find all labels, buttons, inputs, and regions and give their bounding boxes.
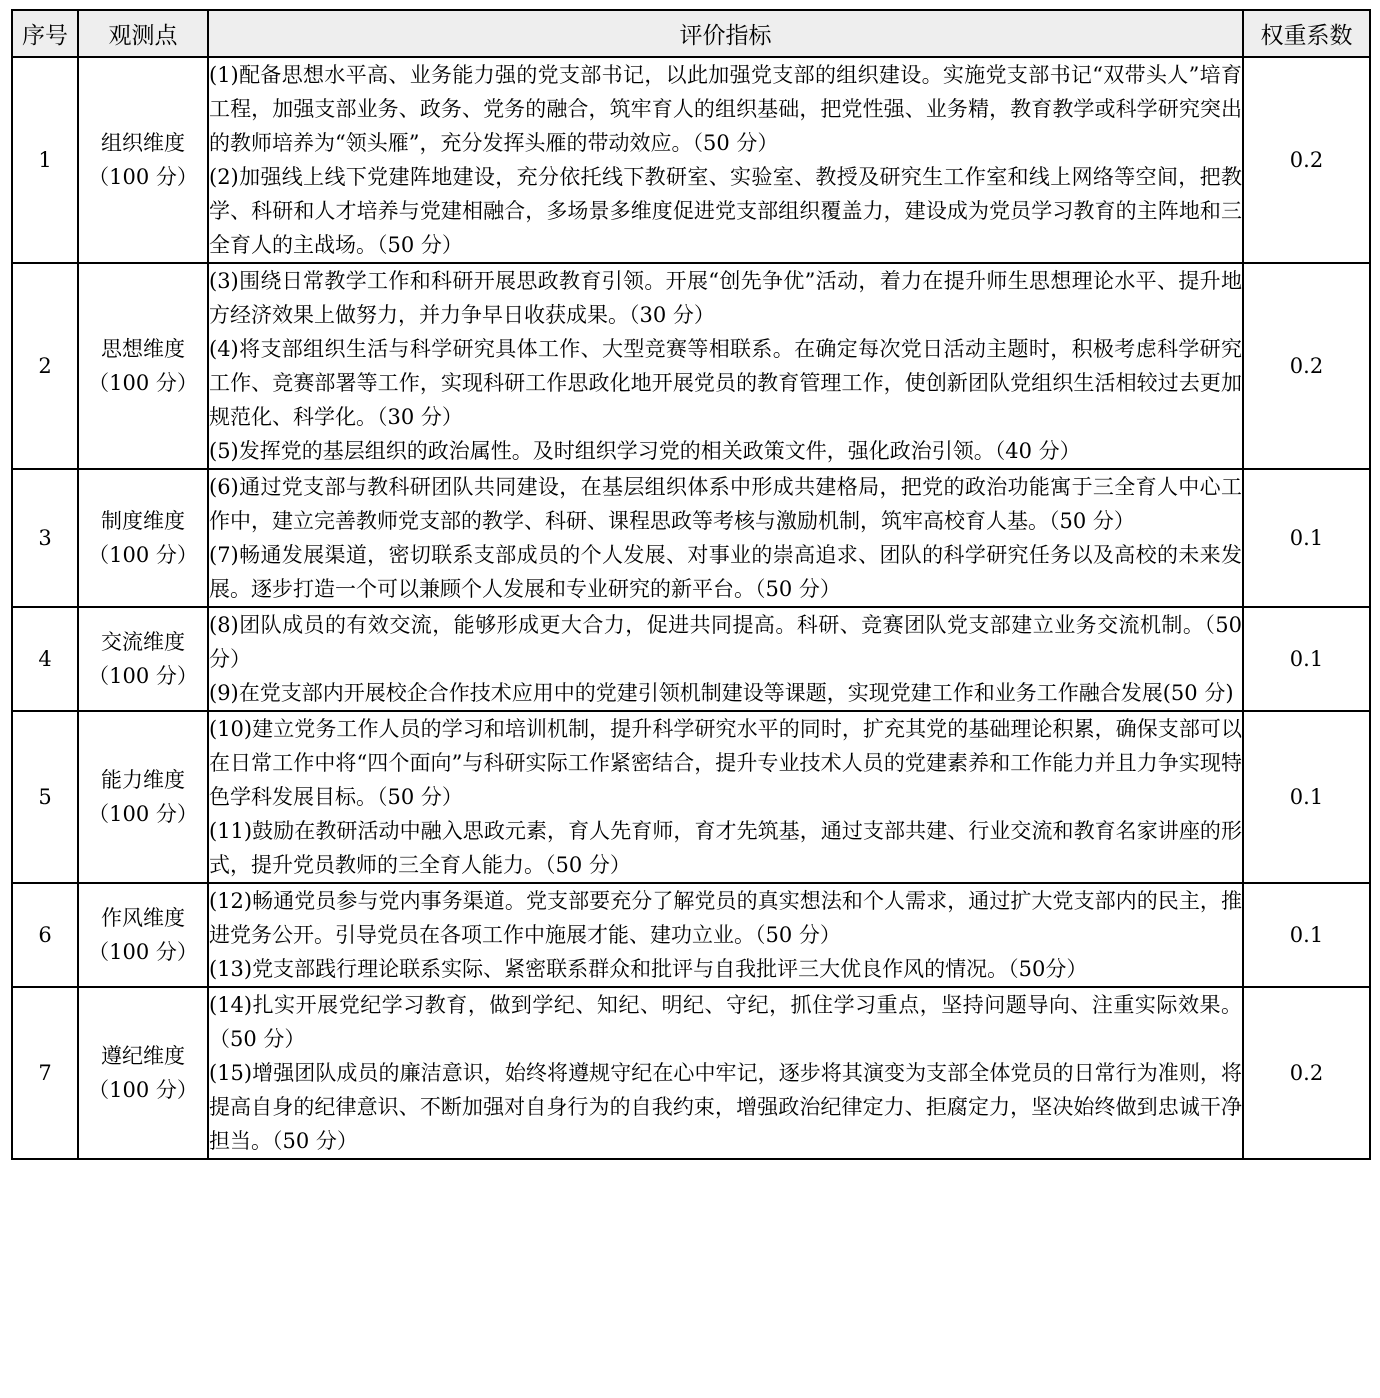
table-row: [12, 263, 1370, 469]
observation-point: [78, 469, 208, 607]
indicator-item: (13)党支部践行理论联系实际、紧密联系群众和批评与自我批评三大优良作风的情况。（50分）: [209, 957, 1088, 981]
weight-coefficient: 0.2: [1243, 987, 1370, 1159]
weight-coefficient: 0.2: [1243, 263, 1370, 469]
observation-point: [78, 987, 208, 1159]
indicator-item: (12)畅通党员参与党内事务渠道。党支部要充分了解党员的真实想法和个人需求，通过扩大党支部内的民主，推进党务公开。引导党员在各项工作中施展才能、建功立业。（50 分）: [209, 889, 1242, 947]
header-no: 序号: [12, 10, 78, 57]
table-row: [12, 883, 1370, 987]
observation-point: [78, 263, 208, 469]
header-indicator: 评价指标: [208, 10, 1243, 57]
dimension-score: （100 分）: [88, 165, 198, 189]
indicator-item: (11)鼓励在教研活动中融入思政元素，育人先育师，育才先筑基，通过支部共建、行业交流和教育名家讲座的形式，提升党员教师的三全育人能力。（50 分）: [209, 819, 1242, 877]
weight-coefficient: 0.1: [1243, 469, 1370, 607]
evaluation-table-container: [11, 9, 1369, 1160]
row-number: 5: [12, 711, 78, 883]
weight-coefficient: 0.1: [1243, 711, 1370, 883]
observation-point: [78, 57, 208, 263]
table-row: [12, 987, 1370, 1159]
dimension-score: （100 分）: [88, 1078, 198, 1102]
weight-coefficient: 0.1: [1243, 883, 1370, 987]
evaluation-table: [11, 9, 1371, 1160]
row-number: 3: [12, 469, 78, 607]
indicator-item: (7)畅通发展渠道，密切联系支部成员的个人发展、对事业的崇高追求、团队的科学研究任务以及高校的未来发展。逐步打造一个可以兼顾个人发展和专业研究的新平台。（50 分）: [209, 543, 1242, 601]
dimension-name: 作风维度: [101, 906, 185, 930]
dimension-name: 能力维度: [101, 768, 185, 792]
indicator-item: (3)围绕日常教学工作和科研开展思政教育引领。开展“创先争优”活动，着力在提升师生思想理论水平、提升地方经济效果上做努力，并力争早日收获成果。（30 分）: [209, 269, 1242, 327]
dimension-score: （100 分）: [88, 940, 198, 964]
evaluation-indicators: [208, 469, 1243, 607]
row-number: 4: [12, 607, 78, 711]
observation-point: [78, 711, 208, 883]
table-row: [12, 607, 1370, 711]
table-row: [12, 711, 1370, 883]
evaluation-indicators: [208, 263, 1243, 469]
observation-point: [78, 883, 208, 987]
indicator-item: (6)通过党支部与教科研团队共同建设，在基层组织体系中形成共建格局，把党的政治功能寓于三全育人中心工作中，建立完善教师党支部的教学、科研、课程思政等考核与激励机制，筑牢高校育人基。（50 分）: [209, 475, 1242, 533]
header-point: 观测点: [78, 10, 208, 57]
observation-point: [78, 607, 208, 711]
dimension-score: （100 分）: [88, 802, 198, 826]
evaluation-indicators: [208, 883, 1243, 987]
indicator-item: (4)将支部组织生活与科学研究具体工作、大型竞赛等相联系。在确定每次党日活动主题时，积极考虑科学研究工作、竞赛部署等工作，实现科研工作思政化地开展党员的教育管理工作，使创新团队党组织生活相较过去更加规范化、科学化。（30 分）: [209, 337, 1242, 429]
evaluation-indicators: [208, 607, 1243, 711]
row-number: 6: [12, 883, 78, 987]
row-number: 2: [12, 263, 78, 469]
indicator-item: (9)在党支部内开展校企合作技术应用中的党建引领机制建设等课题，实现党建工作和业务工作融合发展(50 分): [209, 681, 1234, 705]
dimension-name: 遵纪维度: [101, 1044, 185, 1068]
dimension-score: （100 分）: [88, 543, 198, 567]
indicator-item: (14)扎实开展党纪学习教育，做到学纪、知纪、明纪、守纪，抓住学习重点，坚持问题导向、注重实际效果。（50 分）: [209, 993, 1242, 1051]
indicator-item: (5)发挥党的基层组织的政治属性。及时组织学习党的相关政策文件，强化政治引领。（40 分）: [209, 439, 1081, 463]
header-row: [12, 10, 1370, 57]
dimension-name: 思想维度: [101, 337, 185, 361]
header-weight: 权重系数: [1243, 10, 1370, 57]
indicator-item: (15)增强团队成员的廉洁意识，始终将遵规守纪在心中牢记，逐步将其演变为支部全体党员的日常行为准则，将提高自身的纪律意识、不断加强对自身行为的自我约束，增强政治纪律定力、拒腐定力，坚决始终做到忠诚干净担当。（50 分）: [209, 1061, 1242, 1153]
table-row: [12, 57, 1370, 263]
indicator-item: (10)建立党务工作人员的学习和培训机制，提升科学研究水平的同时，扩充其党的基础理论积累，确保支部可以在日常工作中将“四个面向”与科研实际工作紧密结合，提升专业技术人员的党建素养和工作能力并且力争实现特色学科发展目标。（50 分）: [209, 717, 1242, 809]
indicator-item: (2)加强线上线下党建阵地建设，充分依托线下教研室、实验室、教授及研究生工作室和线上网络等空间，把教学、科研和人才培养与党建相融合，多场景多维度促进党支部组织覆盖力，建设成为党员学习教育的主阵地和三全育人的主战场。（50 分）: [209, 165, 1242, 257]
dimension-score: （100 分）: [88, 371, 198, 395]
evaluation-indicators: [208, 57, 1243, 263]
table-body: [12, 57, 1370, 1159]
dimension-score: （100 分）: [88, 664, 198, 688]
table-row: [12, 469, 1370, 607]
dimension-name: 交流维度: [101, 630, 185, 654]
dimension-name: 组织维度: [101, 131, 185, 155]
dimension-name: 制度维度: [101, 509, 185, 533]
indicator-item: (1)配备思想水平高、业务能力强的党支部书记，以此加强党支部的组织建设。实施党支部书记“双带头人”培育工程，加强支部业务、政务、党务的融合，筑牢育人的组织基础，把党性强、业务精，教育教学或科学研究突出的教师培养为“领头雁”，充分发挥头雁的带动效应。（50 分）: [209, 63, 1242, 155]
weight-coefficient: 0.2: [1243, 57, 1370, 263]
indicator-item: (8)团队成员的有效交流，能够形成更大合力，促进共同提高。科研、竞赛团队党支部建立业务交流机制。（50 分）: [209, 613, 1242, 671]
row-number: 1: [12, 57, 78, 263]
evaluation-indicators: [208, 987, 1243, 1159]
evaluation-indicators: [208, 711, 1243, 883]
weight-coefficient: 0.1: [1243, 607, 1370, 711]
row-number: 7: [12, 987, 78, 1159]
